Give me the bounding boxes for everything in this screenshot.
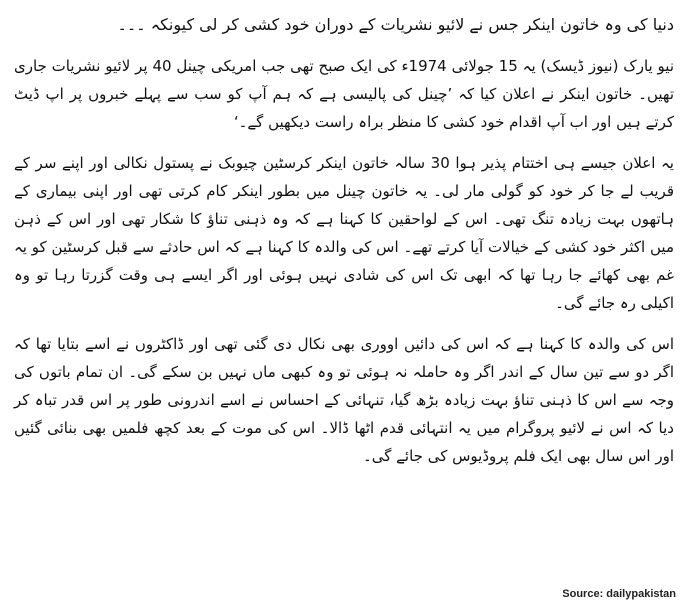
- article: [14, 10, 674, 483]
- source-credit: Source: dailypakistan: [562, 588, 676, 600]
- article-paragraph-1: نیو یارک (نیوز ڈیسک) یہ 15 جولائی 1974ء کی ایک صبح تھی جب امریکی چینل 40 پر لائیو نشریات جاری تھیں۔ خاتون اینکر نے اعلان کیا کہ ’چینل کی پالیسی ہے کہ ہم آپ کو سب سے پہلے خبروں پر اپ ڈیٹ کرتے ہیں اور اب آپ اقدام خود کشی کا منظر براہ راست دیکھیں گے۔‘: [14, 57, 675, 131]
- article-paragraph-2: یہ اعلان جیسے ہی اختتام پذیر ہوا 30 سالہ خاتون اینکر کرسٹین چیوبک نے پستول نکالی اور اپنے سر کے قریب لے جا کر خود کو گولی مار لی۔ یہ خاتون چینل میں بطور اینکر کام کرتی تھی اور اپنی بیماری کے ہاتھوں بہت زیادہ تنگ تھی۔ اس کے لواحقین کا کہنا ہے کہ وہ ذہنی تناؤ کا شکار تھی اور اس کے ذہن میں اکثر خود کشی کے خیالات آیا کرتے تھے۔ اس کی والدہ کا کہنا ہے کہ اس حادثے سے قبل کرسٹین کو یہ غم بھی کھائے جا رہا تھا کہ ابھی تک اس کی شادی نہیں ہوئی اور اگر ایسے ہی وقت گزرتا رہا تو وہ اکیلی رہ جائے گی۔: [14, 154, 674, 312]
- article-headline: دنیا کی وہ خاتون اینکر جس نے لائیو نشریات کے دوران خود کشی کر لی کیونکہ ۔۔۔: [117, 15, 674, 34]
- article-paragraph-3: اس کی والدہ کا کہنا ہے کہ اس کی دائیں اووری بھی نکال دی گئی تھی اور ڈاکٹروں نے اسے بتایا تھا کہ اگر دو سے تین سال کے اندر اگر وہ حاملہ نہ ہوئی تو وہ کبھی ماں نہیں بن سکے گی۔ ان تمام باتوں کی وجہ سے اس کا ذہنی تناؤ بہت زیادہ بڑھ گیا، تنہائی کے احساس نے اسے اندرونی طور پر اس قدر تباہ کر دیا کہ اس نے لائیو پروگرام میں یہ انتہائی قدم اٹھا ڈالا۔ اس کی موت کے بعد کچھ فلمیں بھی بنائی گئیں اور اس سال بھی ایک فلم پروڈیوس کی جائے گی۔: [14, 335, 674, 465]
